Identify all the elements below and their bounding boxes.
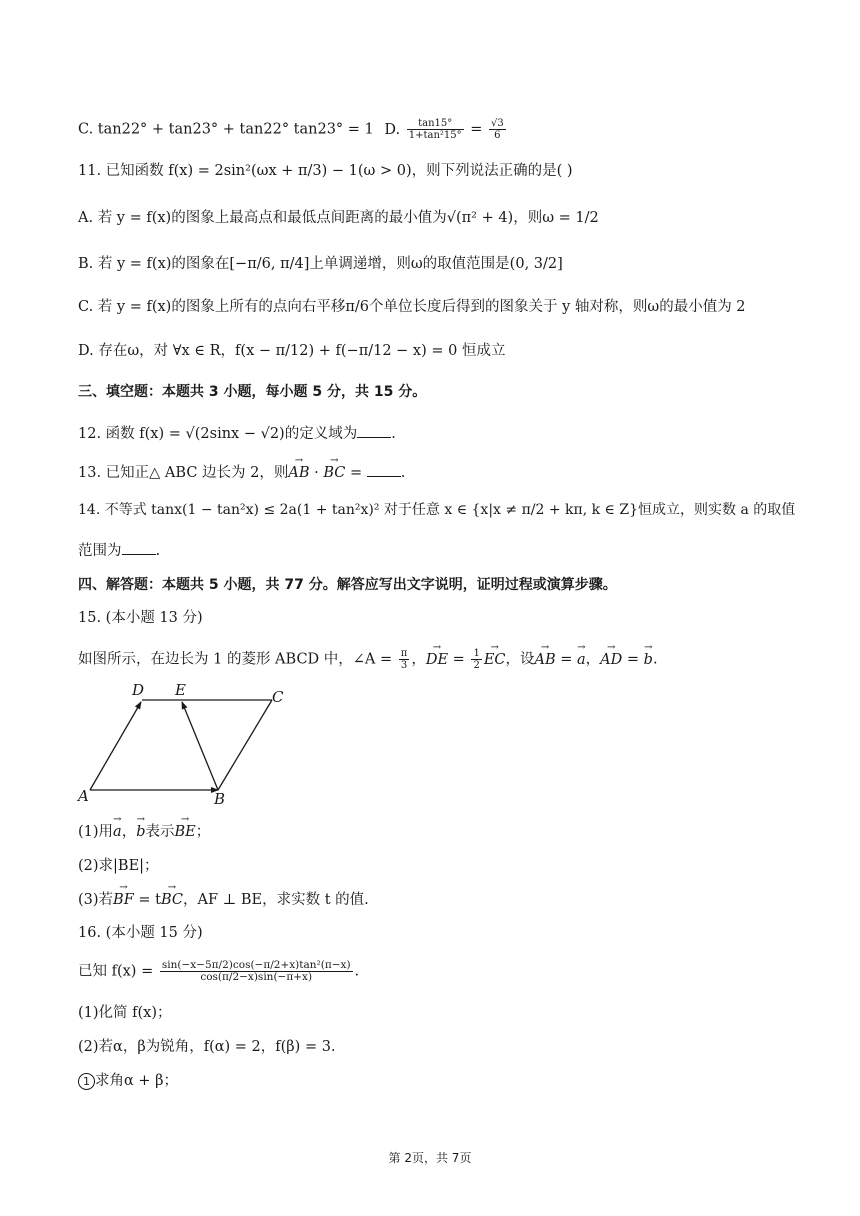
q11-option-d: D. 存在ω，对 ∀x ∈ R，f(x − π/12) + f(−π/12 − x) = 0 恒成立 [78, 343, 506, 359]
q15-part-3-vector-bf: → BF [113, 890, 134, 910]
q16-sub-1-marker: 1 [78, 1073, 95, 1090]
q15-part-1-vector-a: → a [113, 822, 122, 842]
q14-answer-blank [122, 540, 156, 555]
q15-part-1-prefix: (1)用 [78, 824, 114, 840]
q16-fraction: $\frac{\text{sin(−x−5π/2)cos(−π/2+x)tan²(π−x)}}{\cos(\pi/2-x)\sin(-\pi+x)}$ [161, 959, 351, 983]
rhombus-figure [74, 680, 314, 810]
q11-option-a: A. 若 y = f(x)的图象上最高点和最低点间距离的最小值为√(π² + 4)，则ω = 1/2 [78, 210, 599, 226]
label-d: D [132, 681, 145, 699]
vector-be-arrow [182, 702, 218, 790]
page-footer: 第 2页，共 7页 [388, 1151, 472, 1165]
section-4-heading: 四、解答题：本题共 5 小题，共 77 分。解答应写出文字说明，证明过程或演算步骤。 [78, 577, 617, 593]
q14-line-2-text: 范围为 [78, 543, 122, 559]
q15-part-1-comma: ， [121, 824, 137, 840]
q15-vector-ad: → AD [600, 650, 622, 670]
q16-part-2: (2)若α，β为锐角，f(α) = 2，f(β) = 3. [78, 1039, 336, 1055]
q15-part-2: (2)求|BE|； [78, 858, 159, 874]
label-e: E [175, 681, 186, 699]
label-c: C [272, 688, 284, 706]
q15-angle-fraction: $\frac{\pi}{3}$ [400, 648, 408, 671]
q15-vector-ec: → EC [484, 650, 506, 670]
q16-stem-end: . [354, 963, 360, 980]
q11-option-c: C. 若 y = f(x)的图象上所有的点向右平移π/6个单位长度后得到的图象关于 y 轴对称，则ω的最小值为 2 [78, 299, 746, 315]
q11-stem: 11. 已知函数 f(x) = 2sin²(ωx + π/3) − 1(ω > 0)，则下列说法正确的是( ) [78, 163, 573, 179]
q13-end: . [400, 465, 406, 481]
q10-option-d-equals: = [470, 121, 483, 138]
q15-stem: 如图所示，在边长为 1 的菱形 ABCD 中，∠A = $\frac{\pi}{3}$ ，→ DE = $\frac{1}{2}$ → EC，设→ AB = → a，→ AD = → b. [78, 648, 658, 671]
q10-option-cd [78, 118, 508, 141]
q15-part-3-equals: = t [133, 892, 161, 908]
q16-stem [78, 960, 359, 983]
q15-part-3-vector-bc: → BC [161, 890, 183, 910]
q15-part-3-prefix: (3)若 [78, 892, 114, 908]
q15-title: 15. (本小题 13 分) [78, 610, 203, 626]
q10-option-d-fraction: $\frac{\tan 15^\circ}{\text{1+tan²15°}}$ [408, 118, 462, 141]
q15-vector-a: → a [577, 650, 586, 670]
q15-part-1-mid: 表示 [145, 824, 175, 840]
q16-sub-1 [78, 1071, 178, 1091]
q11-option-b: B. 若 y = f(x)的图象在[−π/6, π/4]上单调递增，则ω的取值范围是(0, 3/2] [78, 256, 563, 272]
q15-equals-2: = [555, 651, 578, 668]
vector-ad-arrow [90, 702, 141, 790]
q14-end: . [155, 543, 161, 559]
label-a: A [78, 787, 89, 805]
q12 [78, 423, 396, 444]
label-b: B [214, 790, 226, 808]
q15-part-1-vector-be: → BE [175, 822, 196, 842]
q15-set-text: ，设 [505, 651, 535, 668]
q15-equals-1: = [448, 651, 470, 668]
q15-vector-ab: → AB [535, 650, 556, 670]
q10-option-d-rhs: $\frac{√3}{6}$ [491, 118, 504, 141]
q16-title: 16. (本小题 15 分) [78, 925, 203, 941]
q15-stem-text: 如图所示，在边长为 1 的菱形 ABCD 中，∠A = [78, 651, 393, 668]
q15-equals-3: = [622, 651, 644, 668]
q14-line-1: 14. 不等式 tanx(1 − tan²x) ≤ 2a(1 + tan²x)² 对于任意 x ∈ {x|x ≠ π/2 + kπ, k ∈ Z}恒成立，则实数 a 的取值 [78, 502, 796, 518]
q12-answer-blank [357, 423, 391, 438]
section-3-heading: 三、填空题：本题共 3 小题，每小题 5 分，共 15 分。 [78, 384, 427, 400]
q14-line-2 [78, 540, 160, 561]
q13-vector-bc: → BC [323, 463, 345, 483]
q15-part-3 [78, 890, 369, 910]
q12-end: . [391, 426, 396, 442]
q15-part-1-vector-b: → b [136, 822, 145, 842]
q15-comma: ， [585, 651, 601, 668]
q15-stem-end: . [652, 651, 658, 668]
q13-text: 13. 已知正△ ABC 边长为 2，则 [78, 465, 289, 481]
q15-part-3-text: ，AF ⊥ BE，求实数 t 的值. [183, 892, 369, 908]
q10-option-c: C. tan22° + tan23° + tan22° tan23° = 1 [78, 121, 374, 138]
q15-part-1-end: ； [195, 824, 211, 840]
q16-sub-1-text: 求角α + β； [95, 1073, 179, 1089]
q16-part-1: (1)化简 f(x)； [78, 1005, 172, 1021]
q15-vector-b: → b [644, 650, 653, 670]
q13 [78, 462, 405, 483]
q15-half-fraction: $\frac{1}{2}$ [473, 648, 480, 671]
q12-text: 12. 函数 f(x) = √(2sinx − √2)的定义域为 [78, 426, 358, 442]
q10-option-d-label: D. [384, 121, 401, 138]
q13-dot: · [309, 465, 324, 481]
q16-stem-text: 已知 f(x) = [78, 963, 154, 980]
q15-part-1 [78, 822, 210, 842]
q13-equals: = [345, 465, 367, 481]
segment-cb [218, 700, 272, 790]
q13-answer-blank [367, 462, 401, 477]
q15-vector-de: → DE [426, 650, 448, 670]
q13-vector-ab: → AB [288, 463, 309, 483]
